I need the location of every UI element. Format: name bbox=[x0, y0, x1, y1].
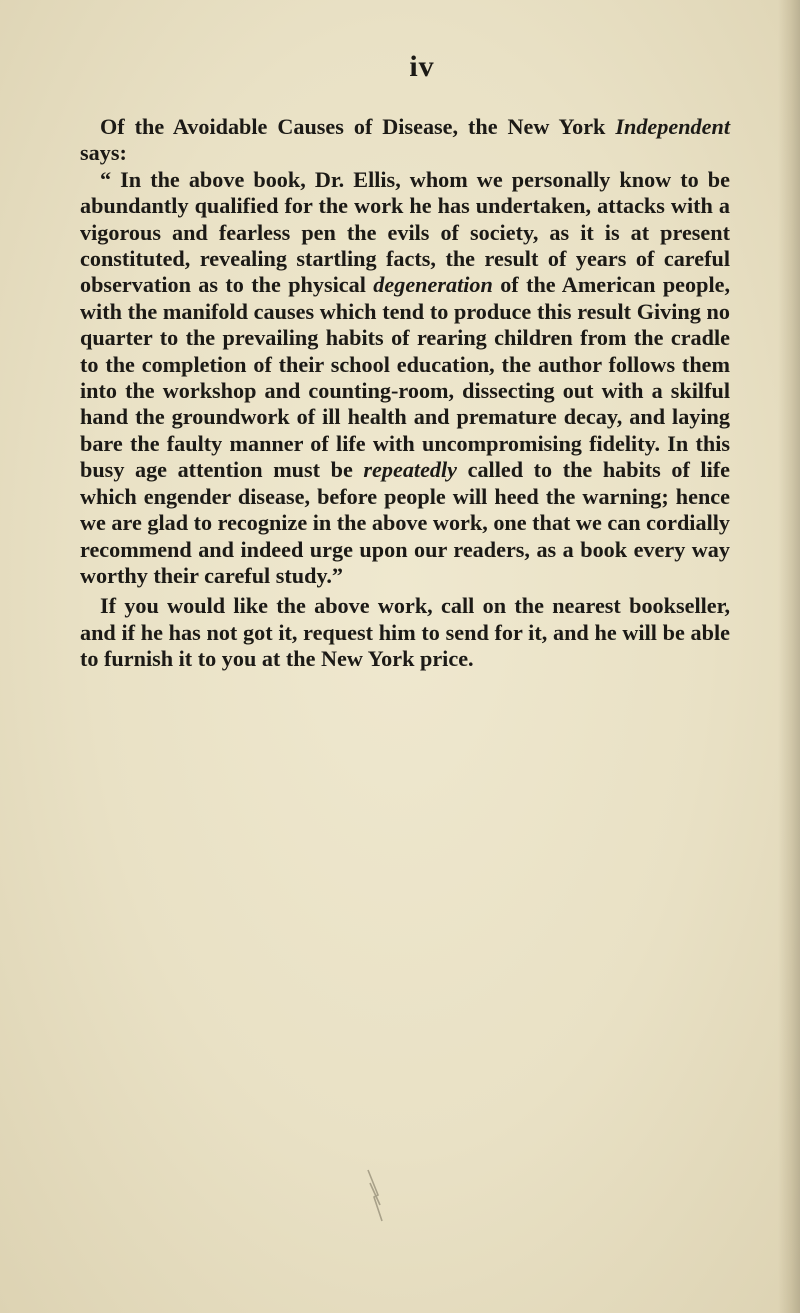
quote-emphasis-repeatedly: repeatedly bbox=[363, 457, 458, 483]
page-edge-shadow bbox=[778, 0, 800, 1313]
quote-part-3: called to the habits of life which engender disease, before people will heed the warning; hence we are glad to recognize in the above work, one that we can cordially recommend and indeed urge upon our readers, as a book every way worthy their careful study.” bbox=[80, 457, 730, 588]
closing-paragraph: If you would like the above work, call on the nearest bookseller, and if he has not got it, request him to send for it, and he will be able to furnish it to you at the New York price. bbox=[80, 593, 730, 672]
body-text bbox=[80, 114, 730, 673]
intro-text-after: says: bbox=[80, 140, 127, 166]
quote-emphasis-degeneration: degeneration bbox=[373, 272, 493, 298]
quote-paragraph bbox=[80, 167, 730, 590]
intro-text-before: Of the Avoidable Causes of Disease, the New York bbox=[100, 114, 616, 139]
intro-paragraph bbox=[80, 114, 730, 167]
publication-name: Independent bbox=[615, 114, 730, 139]
quote-part-1: “ In the above book, Dr. Ellis, whom we personally know to be abundantly qualified for the work he has undertaken, attacks with a vigorous and fearless pen the evils of society, as it is at present constituted, revealing startling facts, the result of years of careful observation as to the physical bbox=[80, 166, 730, 298]
scan-artifact-mark bbox=[360, 1165, 400, 1225]
quote-part-2: of the American people, with the manifold causes which tend to produce this result Giving no quarter to the prevailing habits of rearing children from the cradle to the completion of their school education, the author follows them into the workshop and counting-room, dissecting out with a skilful hand the groundwork of ill health and premature decay, and laying bare the faulty manner of life with uncompromising fidelity. In this busy age attention must be bbox=[80, 272, 730, 483]
page-number: iv bbox=[409, 50, 435, 83]
